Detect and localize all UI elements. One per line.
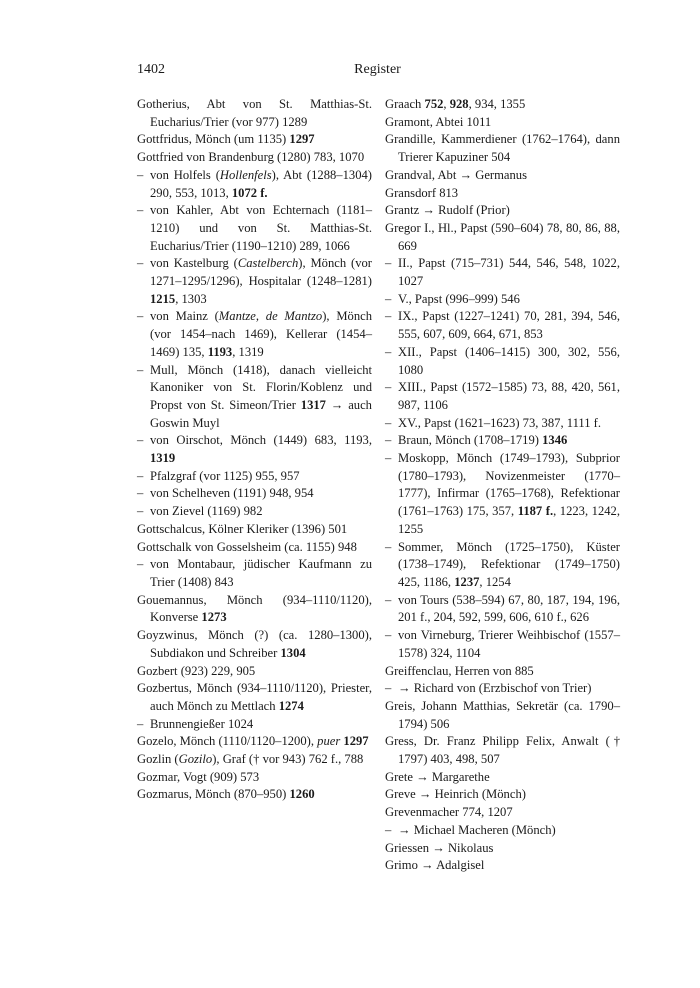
index-subentry [137,432,372,467]
index-subentry [385,379,620,414]
index-entry [385,202,620,220]
entry-text: → Michael Macheren (Mönch) [398,822,556,837]
index-subentry [385,822,620,840]
running-head: Register [354,62,401,77]
entry-text: Moskopp, Mönch (1749–1793), Subprior (1780–1793), Novizenmeister (1770–1777), Infirmar (1765–1768), Refektionar (1761–1763) 175, 357, [398,451,620,519]
entry-text: Braun, Mönch (1708–1719) [398,433,543,448]
entry-text: Grete → Margarethe [385,769,490,784]
index-subentry [385,308,620,343]
page-reference-bold: 1237 [454,574,480,589]
page-reference-bold: 1346 [542,433,568,448]
index-entry [385,131,620,166]
entry-text: , 1254 [479,574,511,589]
index-subentry [137,202,372,255]
entry-text: V., Papst (996–999) 546 [398,291,520,306]
index-entry [385,114,620,132]
index-subentry [137,556,372,591]
index-subentry [137,503,372,521]
entry-text: von Tours (538–594) 67, 80, 187, 194, 196, 201 f., 204, 592, 599, 606, 610 f., 626 [398,592,620,625]
italic-variant: Castelberch [237,256,299,271]
page-reference-bold: 1187 f. [517,504,554,519]
index-entry [137,592,372,627]
index-entry [385,769,620,787]
index-entry [385,96,620,114]
entry-text: ), Abt (1288–1304) 290, 553, 1013, [150,167,372,200]
entry-text: ), Mönch (vor 1454–nach 1469), Kellerar (1454–1469) 135, [150,309,373,359]
entry-text: ), Graf († vor 943) 762 f., 788 [212,752,364,767]
page-reference-bold: 1260 [289,787,315,802]
index-entry [385,698,620,733]
index-subentry [385,291,620,309]
entry-text: Grimo → Adalgisel [385,858,485,873]
index-entry [137,96,372,131]
page-reference-bold: 1317 [300,397,326,412]
index-subentry [385,680,620,698]
index-column-right [385,96,620,875]
entry-text: von Kastelburg ( [150,256,238,271]
entry-text: Gramont, Abtei 1011 [385,114,492,129]
entry-text: IX., Papst (1227–1241) 70, 281, 394, 546, 555, 607, 609, 664, 671, 853 [398,309,620,342]
entry-text: Gregor I., Hl., Papst (590–604) 78, 80, 86, 88, 669 [385,220,620,253]
entry-text: Gozmar, Vogt (909) 573 [137,769,260,784]
entry-text: von Holfels ( [150,167,220,182]
index-subentry [385,627,620,662]
entry-text: von Zievel (1169) 982 [150,504,263,519]
entry-text: von Oirschot, Mönch (1449) 683, 1193, [150,433,372,448]
index-entry [385,220,620,255]
entry-text: Gozlin ( [137,752,179,767]
index-entry [385,663,620,681]
entry-text: , 1319 [232,344,264,359]
entry-text: Grevenmacher 774, 1207 [385,805,513,820]
entry-text: XIII., Papst (1572–1585) 73, 88, 420, 561, 987, 1106 [398,380,620,412]
index-entry [137,539,372,557]
entry-text: Gress, Dr. Franz Philipp Felix, Anwalt († 1797) 403, 498, 507 [385,734,620,767]
page-reference-bold: 1072 f. [231,185,268,200]
index-entry [137,769,372,787]
index-entry [137,786,372,804]
entry-text: Pfalzgraf (vor 1125) 955, 957 [150,468,300,483]
index-entry [137,627,372,662]
page-reference-bold: 1297 [343,734,369,749]
entry-text: Mull, Mönch (1418), danach vielleicht Kanoniker von St. Florin/Koblenz und Propst von St. Simeon/Trier [150,362,372,412]
index-entry [137,663,372,681]
page-reference-bold: 928 [449,97,469,111]
entry-text: II., Papst (715–731) 544, 546, 548, 1022, 1027 [398,256,620,289]
entry-text: Sommer, Mönch (1725–1750), Küster (1738–1749), Refektionar (1749–1750) 425, 1186, [398,539,620,589]
entry-text: ), Mönch (vor 1271–1295/1296), Hospitalar (1248–1281) [150,256,372,289]
index-entry [137,131,372,149]
index-entry [385,857,620,875]
italic-variant: Hollenfels [219,167,272,182]
entry-text: von Virneburg, Trierer Weihbischof (1557–1578) 324, 1104 [398,628,620,660]
page-reference-bold: 1319 [150,451,176,466]
entry-text: Greve → Heinrich (Mönch) [385,787,526,802]
entry-text: Greiffenclau, Herren von 885 [385,663,534,678]
index-subentry [385,592,620,627]
entry-text: Gozmarus, Mönch (870–950) [137,787,290,802]
index-subentry [385,450,620,539]
entry-text: Gottfried von Brandenburg (1280) 783, 1070 [137,150,365,165]
page-reference-bold: 1297 [289,132,315,147]
entry-text: Gransdorf 813 [385,185,459,200]
entry-text: Grandille, Kammerdiener (1762–1764), dann Trierer Kapuziner 504 [385,132,620,165]
page-header [137,62,618,82]
index-entry [137,521,372,539]
index-entry [385,840,620,858]
entry-text: Gottschalcus, Kölner Kleriker (1396) 501 [137,521,348,536]
entry-text: Gottschalk von Gosselsheim (ca. 1155) 948 [137,539,357,554]
page-reference-bold: 1304 [280,645,306,660]
index-entry [385,185,620,203]
index-subentry [385,415,620,433]
index-subentry [137,255,372,308]
entry-text: Goyzwinus, Mönch (?) (ca. 1280–1300), Subdiakon und Schreiber [137,628,372,660]
index-subentry [137,485,372,503]
entry-text: von Mainz ( [150,309,219,324]
entry-text: Gottfridus, Mönch (um 1135) [137,132,290,147]
page-reference-bold: 752 [424,97,444,111]
index-subentry [137,716,372,734]
entry-text: , [443,97,450,111]
entry-text: Brunnengießer 1024 [150,716,254,731]
index-subentry [137,468,372,486]
index-entry [385,733,620,768]
page-reference-bold: 1215 [150,291,176,306]
italic-variant: Gozilo [178,752,213,767]
index-entry [137,149,372,167]
entry-text: Greis, Johann Matthias, Sekretär (ca. 1790–1794) 506 [385,698,620,731]
entry-text: , 1223, 1242, 1255 [398,504,620,536]
page-number: 1402 [137,62,165,77]
index-entry [137,680,372,715]
page-reference-bold: 1193 [207,344,233,359]
index-entry [385,786,620,804]
entry-text: , 1303 [175,291,207,306]
entry-text: Gotherius, Abt von St. Matthias-St. Eucharius/Trier (vor 977) 1289 [137,97,372,129]
index-subentry [137,167,372,202]
index-column-left [137,96,372,804]
entry-text: Grantz → Rudolf (Prior) [385,203,510,218]
entry-text: XII., Papst (1406–1415) 300, 302, 556, 1080 [398,344,620,377]
entry-text: von Kahler, Abt von Echternach (1181–1210) und von St. Matthias-St. Eucharius/Trier (1190–1210) 289, 1066 [150,203,372,253]
entry-text: von Montabaur, jüdischer Kaufmann zu Trier (1408) 843 [150,557,372,589]
index-subentry [385,255,620,290]
entry-text: Griessen → Nikolaus [385,840,494,855]
entry-text: Graach [385,97,425,111]
page-reference-bold: 1274 [278,698,304,713]
index-subentry [137,308,372,361]
entry-text: Gozelo, Mönch (1110/1120–1200), [137,734,318,749]
index-entry [385,167,620,185]
index-entry [137,733,372,751]
entry-text: Grandval, Abt → Germanus [385,167,527,182]
index-subentry [385,344,620,379]
italic-variant: Mantze, de Mantzo [218,309,323,324]
entry-text: → Richard von (Erzbischof von Trier) [398,681,592,696]
index-subentry [385,432,620,450]
entry-text: von Schelheven (1191) 948, 954 [150,486,314,501]
index-subentry [137,362,372,433]
entry-text: XV., Papst (1621–1623) 73, 387, 1111 f. [398,415,602,430]
entry-text: → auch Goswin Muyl [150,397,372,430]
entry-text: Gouemannus, Mönch (934–1110/1120), Konverse [137,592,372,625]
entry-text: Gozbert (923) 229, 905 [137,663,256,678]
entry-text: , 934, 1355 [468,97,526,111]
entry-text: Gozbertus, Mönch (934–1110/1120), Priester, auch Mönch zu Mettlach [137,681,372,713]
index-subentry [385,539,620,592]
index-entry [385,804,620,822]
index-entry [137,751,372,769]
italic-variant: puer [317,734,341,749]
page-reference-bold: 1273 [201,610,227,625]
